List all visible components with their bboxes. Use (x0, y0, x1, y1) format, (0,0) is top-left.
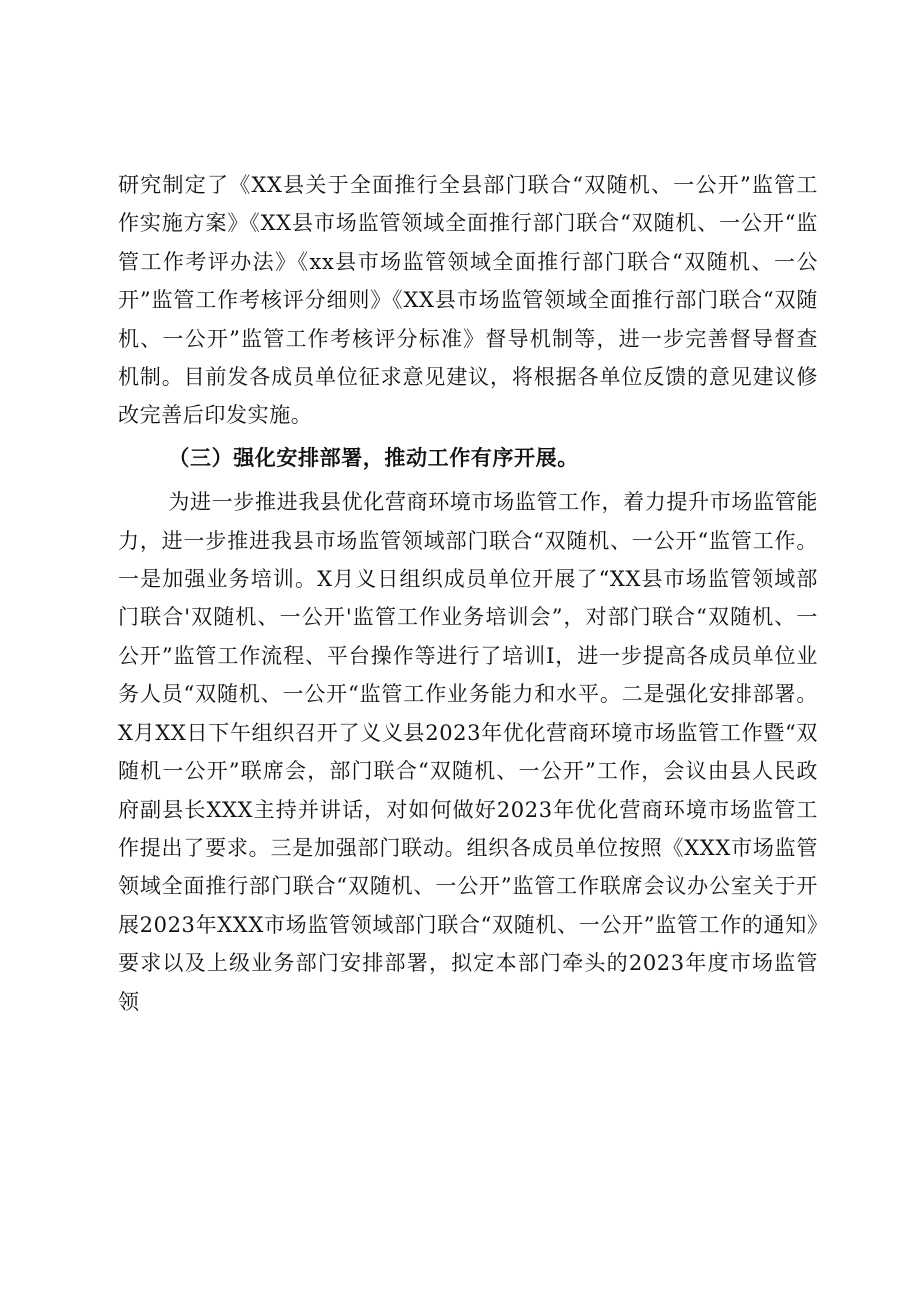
section-heading-3: （三）强化安排部署，推动工作有序开展。 (168, 444, 579, 470)
paragraph-deployment: 为进一步推进我县优化营商环境市场监管工作，着力提升市场监管能力，进一步推进我县市场监管领域部门联合“双随机、一公开“监管工作。一是加强业务培训。X月义日组织成员单位开展了“XX县市场监管领域部门联合'双随机、一公开'监管工作业务培训会”，对部门联合“双随机、一公开”监管工作流程、平台操作等进行了培训I，进一步提高各成员单位业务人员“双随机、一公开“监管工作业务能力和水平。二是强化安排部署。X月XX日下午组织召开了义义县2023年优化营商环境市场监管工作暨“双随机一公开”联席会，部门联合“双随机、一公开”工作，会议由县人民政府副县长XXX主持并讲话，对如何做好2023年优化营商环境市场监管工作提出了要求。三是加强部门联动。组织各成员单位按照《XXX市场监管领域全面推行部门联合“双随机、一公开”监管工作联席会议办公室关于开展2023年XXX市场监管领域部门联合“双随机、一公开”监管工作的通知》要求以及上级业务部门安排部署，拟定本部门牵头的2023年度市场监管领 (118, 490, 818, 1014)
paragraph-methods: 研究制定了《XX县关于全面推行全县部门联合“双随机、一公开”监管工作实施方案》《XX县市场监管领域全面推行部门联合“双随机、一公开“监管工作考评办法》《xx县市场监管领域全面推行部门联合“双随机、一公开”监管工作考核评分细则》《XX县市场监管领域全面推行部门联合“双随机、一公开”监管工作考核评分标准》督导机制等，进一步完善督导督查机制。目前发各成员单位征求意见建议，将根据各单位反馈的意见建议修改完善后印发实施。 (118, 173, 818, 428)
document-page (118, 166, 818, 1021)
